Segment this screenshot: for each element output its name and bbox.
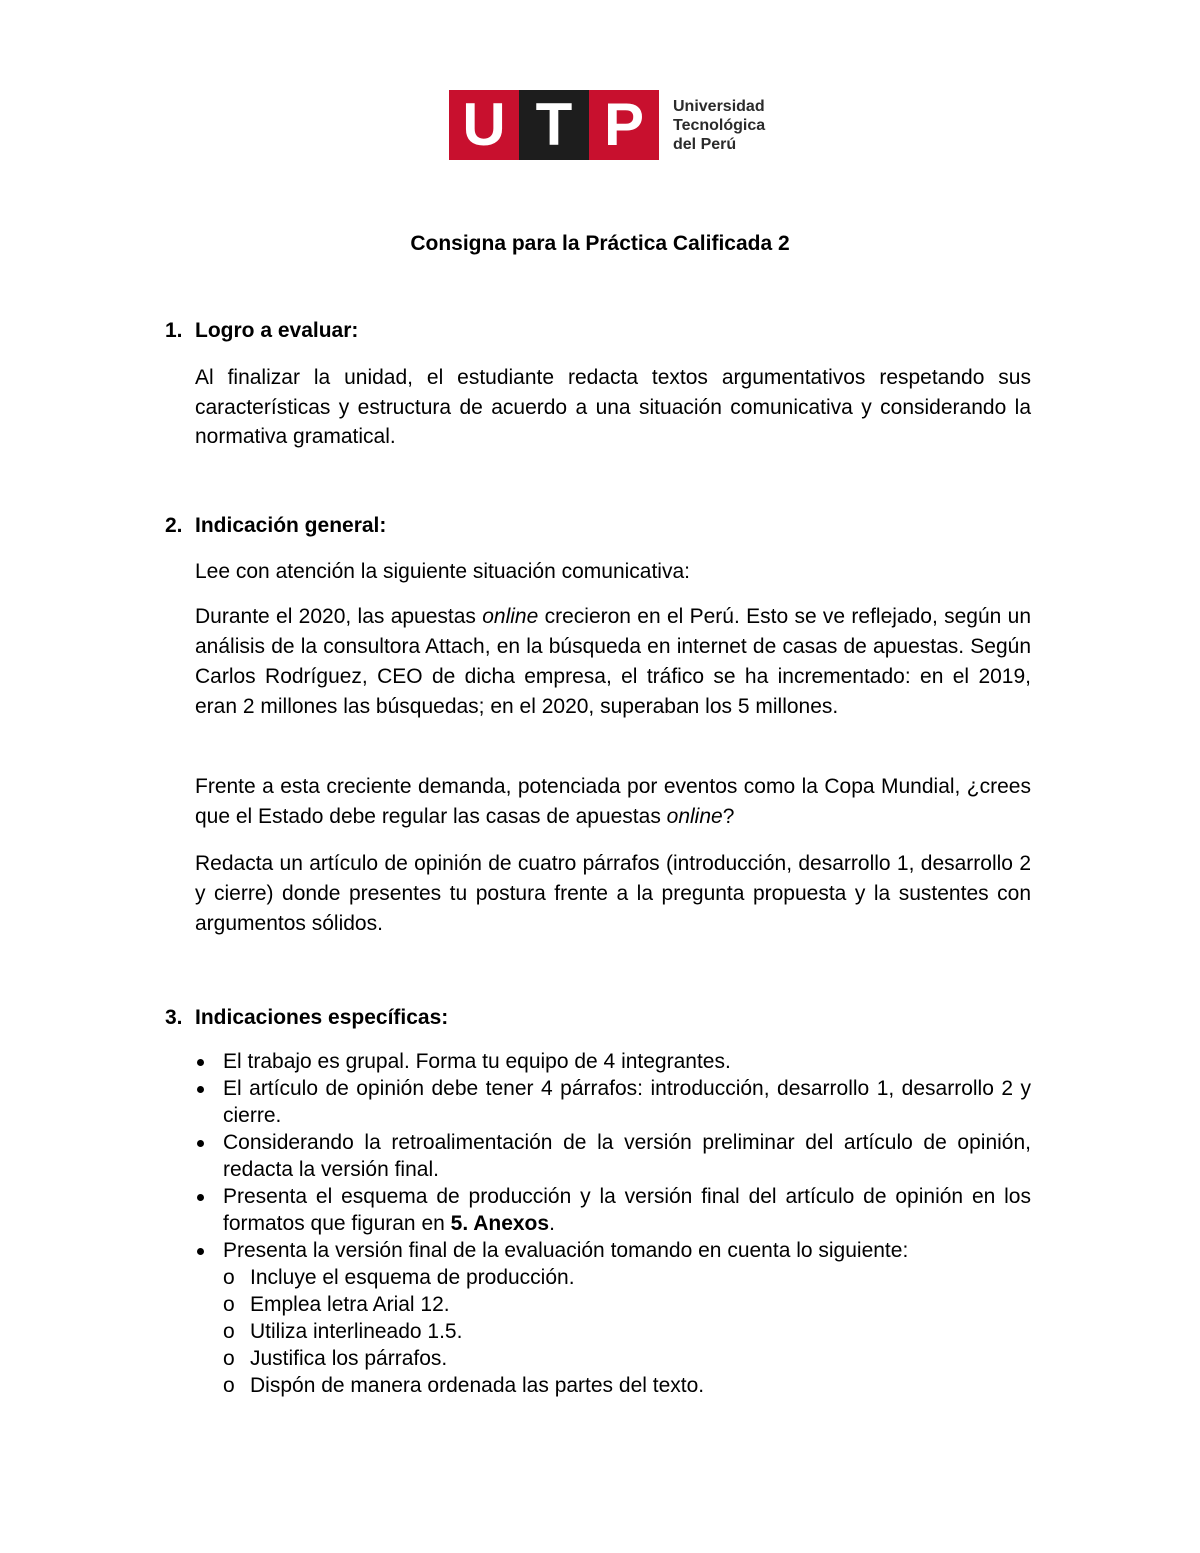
sub-list-item bbox=[223, 1318, 1031, 1345]
logo-name-line: Universidad bbox=[673, 97, 765, 115]
logo-name-line: Tecnológica bbox=[673, 116, 766, 134]
section-2-paragraph-2 bbox=[195, 772, 1031, 832]
text-run: ? bbox=[722, 805, 735, 828]
section-2-intro: Lee con atención la siguiente situación comunicativa: bbox=[195, 560, 690, 583]
section-2-paragraph-3: Redacta un artículo de opinión de cuatro párrafos (introducción, desarrollo 1, desarrollo 2 y cierre) donde presentes tu postura frente a la pregunta propuesta y la sustentes con argumentos sólidos. bbox=[195, 852, 1031, 935]
sub-list-item bbox=[223, 1291, 1031, 1318]
sub-list-item-text: Incluye el esquema de producción. bbox=[250, 1266, 575, 1289]
bullet-icon bbox=[197, 1059, 204, 1066]
bullet-icon bbox=[197, 1194, 204, 1201]
logo-letter-t: T bbox=[519, 90, 589, 160]
list-item bbox=[195, 1237, 1031, 1399]
section-1-heading bbox=[165, 319, 358, 343]
text-run: crecieron en el Perú. Esto se ve reflejado, según un análisis de la consultora Attach, en la búsqueda en internet de casas de apuestas. Según Carlos Rodríguez, CEO de dicha empresa, el tráfico se ha incrementado: en el 2019, eran 2 millones las búsquedas; en el 2020, superaban los 5 millones. bbox=[195, 605, 1031, 718]
list-item-text: El artículo de opinión debe tener 4 párrafos: introducción, desarrollo 1, desarrollo 2 y cierre. bbox=[223, 1077, 1031, 1127]
section-title: Indicación general: bbox=[195, 514, 387, 537]
circle-bullet-icon: o bbox=[223, 1347, 235, 1370]
emphasis-text: online bbox=[482, 605, 539, 628]
section-number: 1. bbox=[165, 319, 183, 342]
sub-list-item-text: Dispón de manera ordenada las partes del texto. bbox=[250, 1374, 705, 1397]
list-item-text: Considerando la retroalimentación de la versión preliminar del artículo de opinión, redacta la versión final. bbox=[223, 1131, 1031, 1181]
bullet-icon bbox=[197, 1248, 204, 1255]
sub-list-item bbox=[223, 1264, 1031, 1291]
section-title: Indicaciones específicas: bbox=[195, 1006, 449, 1029]
section-2-heading bbox=[165, 514, 386, 538]
section-2-paragraph-1 bbox=[195, 602, 1031, 722]
section-number: 3. bbox=[165, 1006, 183, 1029]
logo-university-name bbox=[673, 97, 765, 154]
logo-name-line: del Perú bbox=[673, 135, 737, 153]
circle-bullet-icon: o bbox=[223, 1293, 235, 1316]
section-number: 2. bbox=[165, 514, 183, 537]
section-title: Logro a evaluar: bbox=[195, 319, 359, 342]
text-run: Frente a esta creciente demanda, potenciada por eventos como la Copa Mundial, ¿crees que el Estado debe regular las casas de apuestas bbox=[195, 775, 1031, 828]
sub-list-item-text: Emplea letra Arial 12. bbox=[250, 1293, 450, 1316]
utp-logo bbox=[449, 90, 765, 160]
bullet-icon bbox=[197, 1086, 204, 1093]
emphasis-text: online bbox=[666, 805, 723, 828]
logo-letter-u: U bbox=[449, 90, 519, 160]
circle-bullet-icon: o bbox=[223, 1266, 235, 1289]
sub-list-item-text: Utiliza interlineado 1.5. bbox=[250, 1320, 463, 1343]
sub-list-item-text: Justifica los párrafos. bbox=[250, 1347, 448, 1370]
sub-list-item bbox=[223, 1372, 1031, 1399]
text-run: Durante el 2020, las apuestas bbox=[195, 605, 483, 628]
annex-reference: 5. Anexos bbox=[450, 1212, 550, 1235]
list-item bbox=[195, 1129, 1031, 1183]
list-item-text: Presenta el esquema de producción y la versión final del artículo de opinión en los formatos que figuran en bbox=[223, 1185, 1031, 1235]
section-3-heading bbox=[165, 1006, 448, 1030]
page-title: Consigna para la Práctica Calificada 2 bbox=[410, 232, 790, 255]
list-item bbox=[195, 1075, 1031, 1129]
list-item bbox=[195, 1048, 1031, 1075]
list-item-text: El trabajo es grupal. Forma tu equipo de 4 integrantes. bbox=[223, 1050, 731, 1073]
list-item-text: . bbox=[549, 1212, 555, 1235]
sub-list-item bbox=[223, 1345, 1031, 1372]
circle-bullet-icon: o bbox=[223, 1374, 235, 1397]
circle-bullet-icon: o bbox=[223, 1320, 235, 1343]
section-1-text: Al finalizar la unidad, el estudiante redacta textos argumentativos respetando sus características y estructura de acuerdo a una situación comunicativa y considerando la normativa gramatical. bbox=[195, 366, 1031, 448]
bullet-icon bbox=[197, 1140, 204, 1147]
list-item bbox=[195, 1183, 1031, 1237]
instructions-list bbox=[195, 1048, 1031, 1399]
list-item-text: Presenta la versión final de la evaluación tomando en cuenta lo siguiente: bbox=[223, 1239, 909, 1262]
sub-list bbox=[223, 1264, 1031, 1399]
logo-letter-p: P bbox=[589, 90, 659, 160]
